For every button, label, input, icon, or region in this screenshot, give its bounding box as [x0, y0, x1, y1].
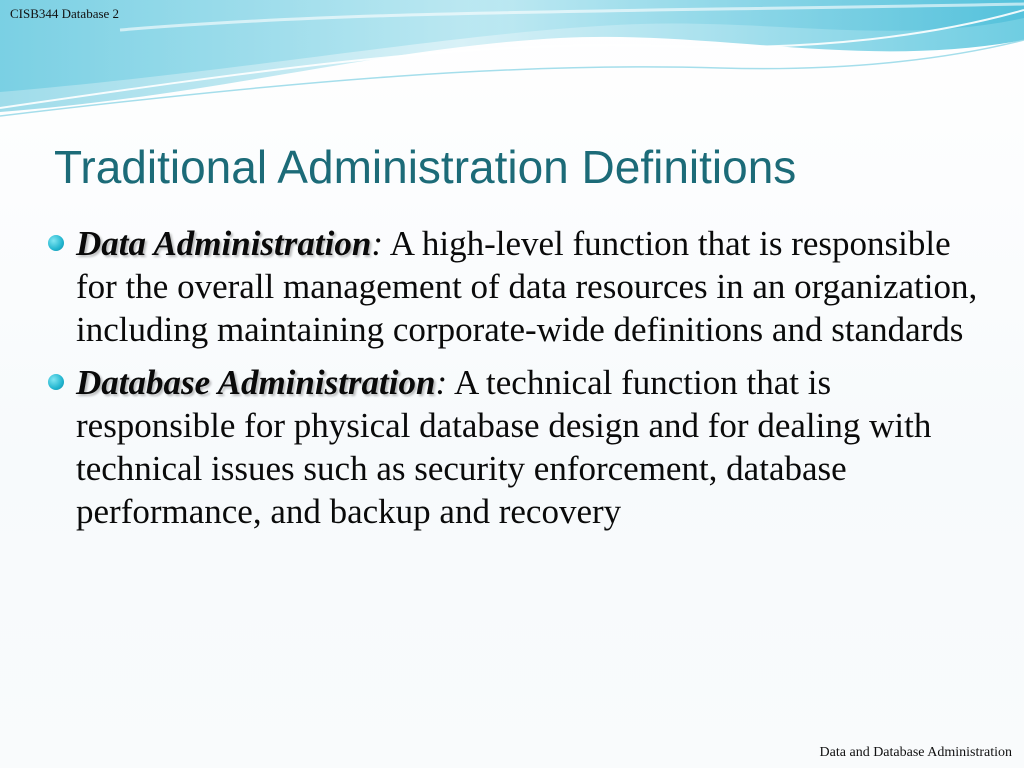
bullet-icon: [48, 235, 64, 251]
definition-item-data-administration: [44, 222, 994, 351]
definition-list: [44, 222, 994, 543]
definition-term: Data Administration: [76, 224, 372, 263]
header-wave-decoration: [0, 0, 1024, 130]
definition-term: Database Administration: [76, 363, 436, 402]
course-label: CISB344 Database 2: [10, 6, 120, 21]
slide-title: Traditional Administration Definitions: [54, 141, 797, 193]
definition-item-database-administration: [44, 361, 994, 533]
bullet-icon: [48, 374, 64, 390]
term-separator: :: [371, 224, 383, 263]
definition-text: A technical function that is responsible for physical database design and for dealing with technical issues such as security enforcement, database performance, and backup and recovery: [76, 363, 932, 531]
definition-text: A high-level function that is responsible for the overall management of data resources in an organization, including maintaining corporate-wide definitions and standards: [76, 224, 978, 349]
term-separator: :: [435, 363, 448, 402]
footer-text: Data and Database Administration: [819, 745, 1012, 760]
